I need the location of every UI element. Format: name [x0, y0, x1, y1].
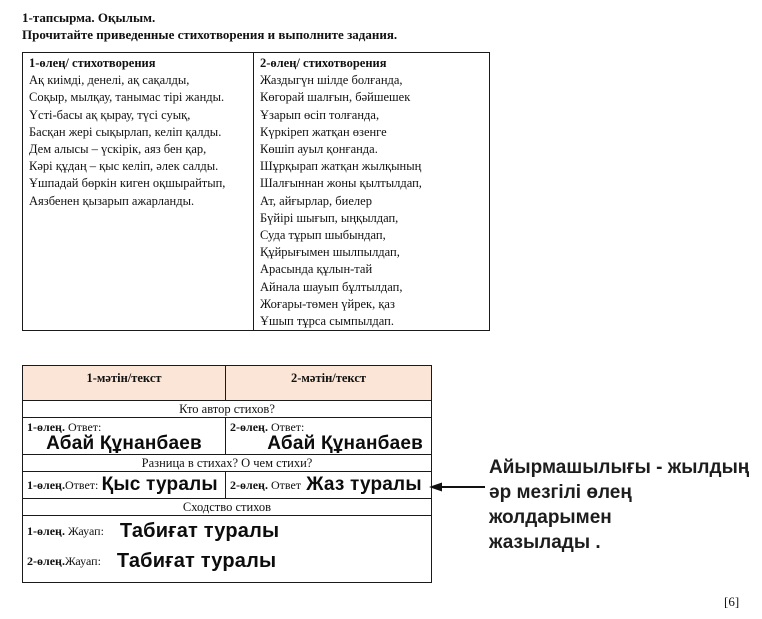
question-similarity: Сходство стихов [23, 498, 431, 515]
poem-2-cell [254, 53, 489, 330]
answer-label: 1-өлең.Ответ: [27, 477, 99, 492]
answers-table [22, 365, 432, 583]
difference-answer-cell-1 [23, 472, 226, 498]
header-text-1: 1-мәтін/текст [23, 366, 226, 400]
text-line: Арасында құлын-тай [260, 262, 373, 277]
text-line: Дем алысы – үскірік, аяз бен қар, [29, 142, 207, 157]
difference-answer-row [23, 471, 431, 498]
text-line: Үсті-басы ақ қырау, түсі суық, [29, 107, 191, 122]
task-instruction: Прочитайте приведенные стихотворения и выполните задания. [22, 27, 398, 42]
author-answer-2: Абай Құнанбаев [267, 433, 423, 454]
poems-table [22, 52, 490, 331]
answer-label: 2-өлең.Жауап: [27, 554, 101, 568]
text-line: Айнала шауып бұлтылдап, [260, 279, 403, 294]
poem-2-header: 2-өлең/ стихотворения [260, 56, 387, 70]
question-author: Кто автор стихов? [23, 400, 431, 417]
author-answer-1: Абай Құнанбаев [46, 433, 202, 454]
difference-answer-1: Қыс туралы [101, 474, 218, 495]
text-line: Күркіреп жатқан өзенге [260, 124, 387, 139]
text-line: Жаздыгүн шілде болғанда, [260, 73, 403, 88]
difference-answer-2: Жаз туралы [306, 474, 422, 495]
similarity-answer-1: Табиғат туралы [119, 520, 280, 542]
author-answer-row [23, 417, 431, 454]
text-line: Соқыр, мылқау, танымас тірі жанды. [29, 90, 225, 105]
text-line: Көгорай шалғын, бәйшешек [260, 90, 411, 105]
poem-1-cell [23, 53, 254, 330]
poem-1-lines [29, 72, 247, 210]
text-line: Жоғары-төмен үйрек, қаз [260, 296, 395, 311]
similarity-answer-cell [23, 515, 431, 582]
text-line: Аязбенен қызарып ажарланды. [29, 193, 195, 208]
answer-label: 1-өлең. Жауап: [27, 524, 104, 538]
author-answer-cell-2 [226, 418, 431, 454]
similarity-answer-line-2 [27, 550, 427, 573]
text-line: Ат, айғырлар, биелер [260, 193, 372, 208]
difference-answer-cell-2 [226, 472, 431, 498]
text-line: Айырмашылығы - жылдың [489, 457, 750, 478]
text-line: жазылады . [489, 532, 601, 553]
author-answer-cell-1 [23, 418, 226, 454]
similarity-answer-2: Табиғат туралы [116, 550, 277, 572]
answer-label: 2-өлең. Ответ: [230, 420, 305, 434]
text-line: Ақ киімді, денелі, ақ сақалды, [29, 73, 190, 88]
text-line: Бүйірі шығып, ыңқылдап, [260, 210, 399, 225]
answers-table-header-row [23, 366, 431, 400]
text-line: Шалғыннан жоны қылтылдап, [260, 176, 422, 191]
text-line: Ұшып тұрса сымпылдап. [260, 314, 394, 329]
header-text-2: 2-мәтін/текст [290, 371, 367, 385]
poem-2-lines [260, 72, 483, 330]
text-line: Басқан жері сықырлап, келіп қалды. [29, 124, 222, 139]
text-line: Суда тұрып шыбындап, [260, 228, 386, 243]
handwritten-note [489, 455, 759, 555]
answer-label: 1-өлең. Ответ: [27, 420, 102, 434]
similarity-answer-line-1 [27, 520, 427, 543]
text-line: Құйрығымен шылпылдап, [260, 245, 400, 260]
poem-1-header: 1-өлең/ стихотворения [29, 56, 156, 70]
text-line: Ұзарып өсіп толғанда, [260, 107, 380, 122]
question-difference: Разница в стихах? О чем стихи? [23, 454, 431, 471]
text-line: Ұшпадай бөркін киген оқшырайтып, [29, 176, 226, 191]
page-number: [6] [724, 594, 740, 609]
left-arrow-icon [429, 479, 487, 495]
text-line: әр мезгілі өлең жолдарымен [489, 482, 632, 528]
answer-label: 2-өлең. Ответ [230, 477, 302, 492]
text-line: Кәрі құдаң – қыс келіп, әлек салды. [29, 159, 219, 174]
text-line: Көшіп ауыл қонғанда. [260, 142, 378, 157]
text-line: Шұрқырап жатқан жылқының [260, 159, 422, 174]
task-title: 1-тапсырма. Оқылым. [22, 10, 156, 25]
